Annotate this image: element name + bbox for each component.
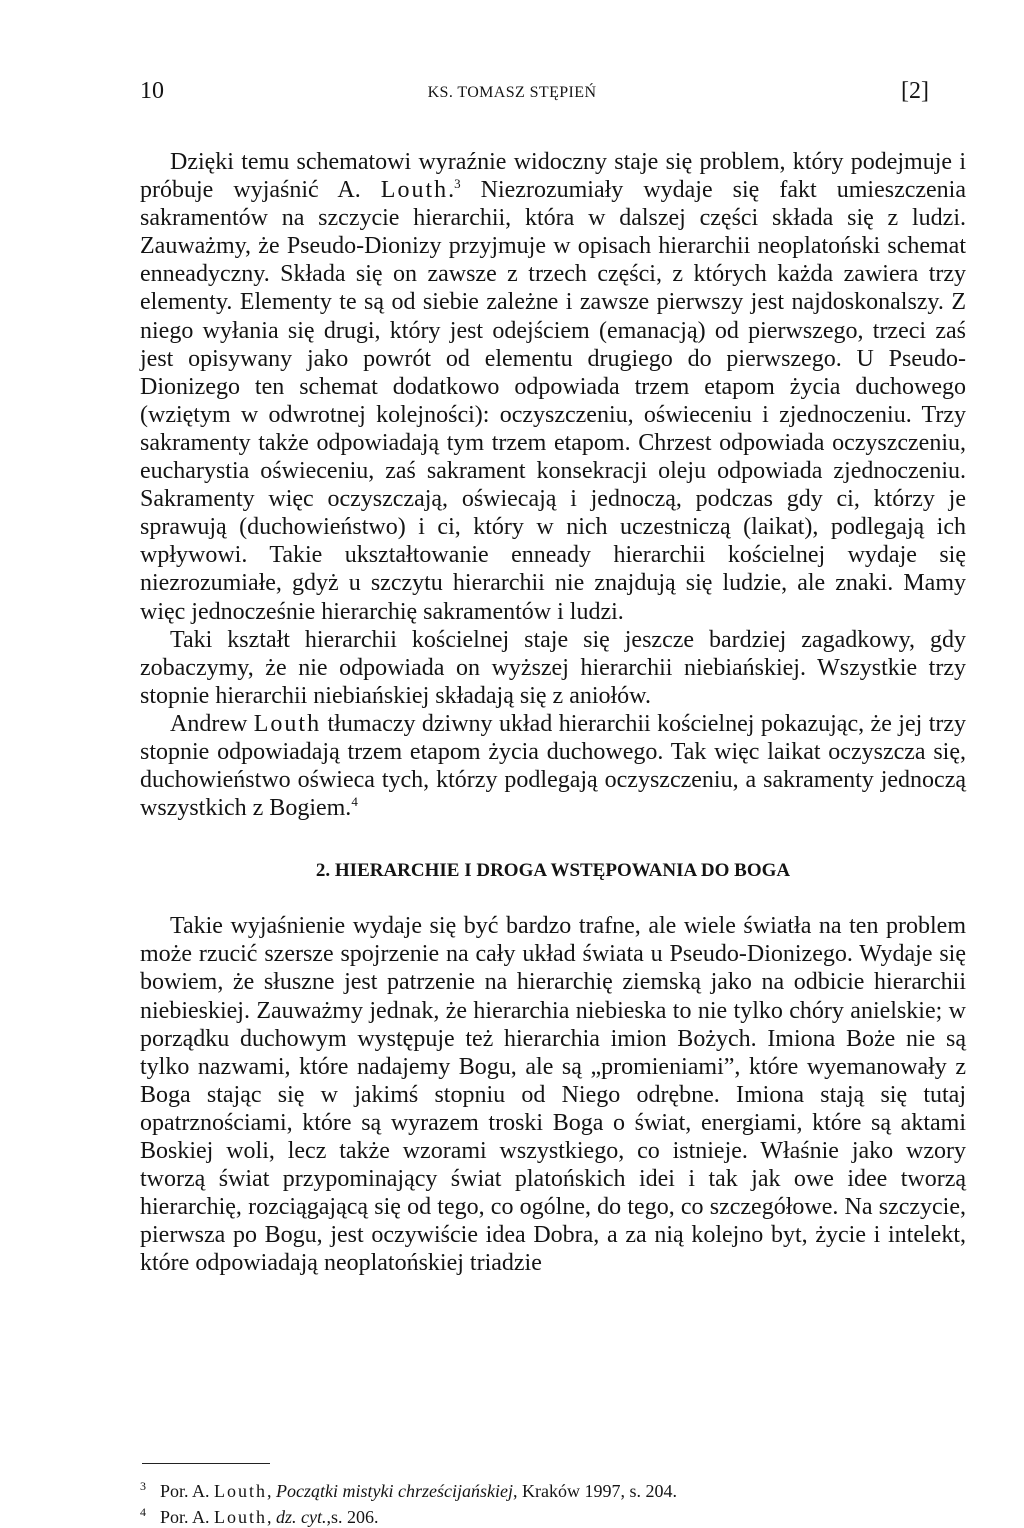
running-header bbox=[0, 78, 1024, 108]
footnote-rest: , Kraków 1997, s. 204. bbox=[512, 1481, 677, 1501]
footnote-separator-comma: , bbox=[267, 1507, 277, 1527]
footnote-rest: ,s. 206. bbox=[326, 1507, 379, 1527]
footnote-prefix: Por. A. bbox=[160, 1507, 215, 1527]
footnote-ref-4[interactable]: 4 bbox=[351, 794, 358, 810]
footnote-author: Louth bbox=[214, 1481, 268, 1501]
section-heading: 2. HIERARCHIE I DROGA WSTĘPOWANIA DO BOGA bbox=[315, 860, 791, 882]
paragraph-1-text-a: Dzięki temu schematowi wyraźnie widoczny staje się problem, który podejmuje i próbuje wyjaśnić A. bbox=[140, 149, 966, 204]
paragraph-1-text-c: Niezrozumiały wydaje się fakt umieszczenia sakramentów na szczycie hierarchii, która w dalszej części składa się z ludzi. Zauważmy, że Pseudo-Dionizy przyjmuje w opisach hierarchii neoplatoński schemat enneadyczny. Składa się on zawsze z trzech części, z których każda zawiera trzy elementy. Elementy te są od siebie zależne i zawsze pierwszy jest najdoskonalszy. Z niego wyłania się drugi, który jest odejściem (emanacją) od pierwszego, trzeci zaś jest opisywany jako powrót od elementu drugiego do pierwszego. U Pseudo-Dionizego ten schemat dodatkowo odpowiada trzem etapom życia duchowego (wziętym w odwrotnej kolejności): oczyszczeniu, oświeceniu i zjednoczeniu. Trzy sakramenty także odpowiadają tym trzem etapom. Chrzest odpowiada oczyszczeniu, eucharystia oświeceniu, zaś sakrament konsekracji oleju odpowiada zjednoczeniu. Sakramenty więc oczyszczają, oświecają i jednoczą, podczas gdy ci, którzy je sprawują (duchowieństwo) i ci, który w nich uczestniczą (laikat), podlegają ich wpływowi. Takie ukształtowanie enneady hierarchii kościelnej wydaje się niezrozumiałe, gdyż u szczytu hierarchii nie znajdują się ludzie, ale znaki. Mamy więc jednocześnie hierarchię sakramentów i ludzi. bbox=[140, 177, 966, 625]
footnote-separator-comma: , bbox=[267, 1481, 277, 1501]
footnote-title: dz. cyt. bbox=[276, 1507, 327, 1527]
footnote-ref-3[interactable]: 3 bbox=[454, 176, 461, 192]
footnote-4 bbox=[140, 1502, 966, 1528]
footnote-prefix: Por. A. bbox=[160, 1481, 215, 1501]
paragraph-3-text-a: Andrew bbox=[170, 710, 254, 737]
running-author: KS. TOMASZ STĘPIEŃ bbox=[427, 84, 597, 101]
footnote-mark: 4 bbox=[140, 1505, 146, 1519]
footnote-3 bbox=[140, 1476, 966, 1502]
footnote-author: Louth bbox=[214, 1507, 268, 1527]
author-name-louth: Louth bbox=[380, 177, 449, 204]
footnote-separator bbox=[142, 1463, 270, 1464]
author-name-louth: Louth bbox=[253, 710, 322, 737]
paragraph-3-text-b: tłumaczy dziwny układ hierarchii kościelnej pokazując, że jej trzy stopnie odpowiadają trzem etapom życia duchowego. Tak więc laikat oczyszcza się, duchowieństwo oświeca tych, którzy podlegają oczyszczeniu, a sakramenty jednoczą wszystkich z Bogiem. bbox=[140, 710, 967, 822]
body-text bbox=[140, 148, 966, 1277]
paragraph-1-text-b: . bbox=[448, 177, 455, 204]
footnotes bbox=[140, 1476, 966, 1528]
footnote-mark: 3 bbox=[140, 1479, 146, 1493]
page-number: 10 bbox=[140, 78, 164, 104]
paragraph-1 bbox=[140, 148, 966, 626]
paragraph-4: Takie wyjaśnienie wydaje się być bardzo trafne, ale wiele światła na ten problem może rzucić szersze spojrzenie na cały układ świata u Pseudo-Dionizego. Wydaje się bowiem, że słuszne jest patrzenie na hierarchię ziemską jako na odbicie hierarchii niebieskiej. Zauważmy jednak, że hierarchia niebieska to nie tylko chóry anielskie; w porządku duchowym występuje też hierarchia imion Bożych. Imiona Boże nie są tylko nazwami, które nadajemy Bogu, ale są „promieniami”, które wyemanowały z Boga stając się w jakimś stopniu od Niego odrębne. Imiona stają się tutaj opatrznościami, które są wyrazem troski Boga o świat, energiami, które są aktami Boskiej woli, lecz także wzorami wszystkiego, co istnieje. Właśnie jako wzory tworzą świat przypominający świat platońskich idei i tak jak owe idee tworzą hierarchię, rozciągającą się od tego, co ogólne, do tego, co szczegółowe. Na szczycie, pierwsza po Bogu, jest oczywiście idea Dobra, a za nią kolejno byt, życie i intelekt, które odpowiadają neoplatońskiej triadzie bbox=[140, 913, 966, 1277]
paragraph-3 bbox=[140, 710, 966, 822]
footnote-title: Początki mistyki chrześcijańskiej bbox=[276, 1481, 513, 1501]
section-ref: [2] bbox=[901, 78, 929, 104]
paragraph-2: Taki kształt hierarchii kościelnej staje się jeszcze bardziej zagadkowy, gdy zobaczymy, że nie odpowiada on wyższej hierarchii niebiańskiej. Wszystkie trzy stopnie hierarchii niebiańskiej składają się z aniołów. bbox=[140, 626, 966, 709]
